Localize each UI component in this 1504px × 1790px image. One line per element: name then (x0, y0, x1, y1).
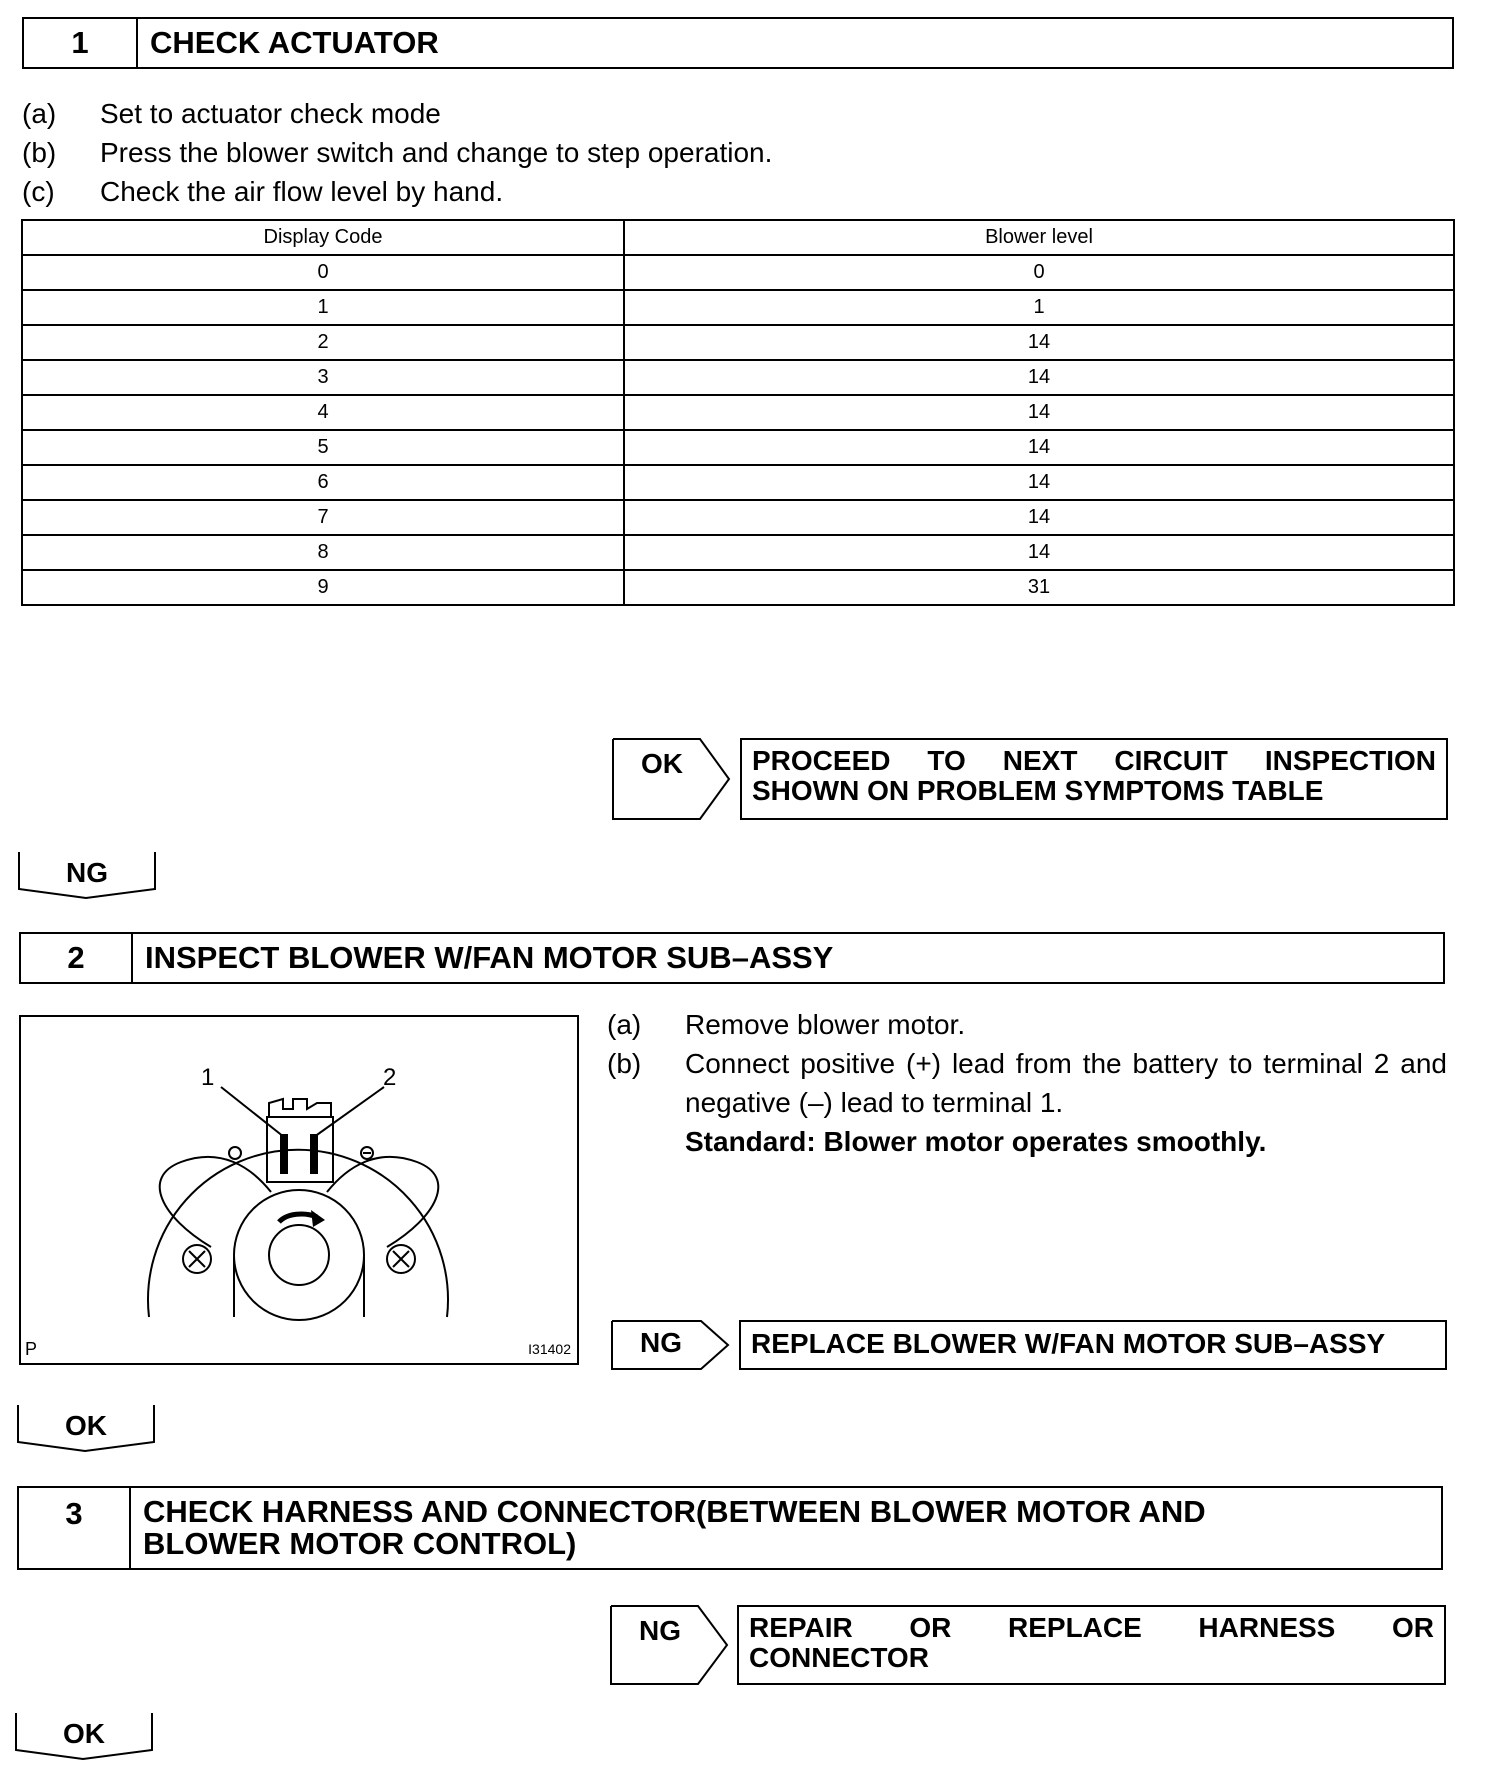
instruction-label: (a) (22, 98, 57, 129)
display-code-cell: 4 (22, 395, 624, 430)
table-row (22, 465, 1454, 500)
column-header-blower-level: Blower level (624, 220, 1454, 255)
instruction-item (22, 133, 1442, 172)
blower-level-cell: 0 (624, 255, 1454, 290)
instruction-text: Check the air flow level by hand. (100, 176, 504, 207)
instruction-item (607, 1005, 1447, 1044)
table-row (22, 290, 1454, 325)
ng-arrow (611, 1320, 731, 1370)
display-code-cell: 7 (22, 500, 624, 535)
table-row (22, 500, 1454, 535)
ng-arrow-label: NG (640, 1327, 682, 1358)
ok-result-line-1: PROCEED TO NEXT CIRCUIT INSPECTION (752, 745, 1436, 776)
display-code-cell: 8 (22, 535, 624, 570)
display-code-cell: 6 (22, 465, 624, 500)
instruction-label: (a) (607, 1009, 642, 1040)
table-header-row (22, 220, 1454, 255)
ng-tag (18, 851, 156, 899)
instruction-text: Remove blower motor. (685, 1009, 966, 1040)
blower-level-cell: 14 (624, 500, 1454, 535)
step-title-line-1: CHECK HARNESS AND CONNECTOR(BETWEEN BLOWER MOTOR AND (143, 1494, 1206, 1529)
ok-result-line-2: SHOWN ON PROBLEM SYMPTOMS TABLE (752, 775, 1324, 806)
instruction-label: (b) (22, 137, 57, 168)
instruction-text: Connect positive (+) lead from the battery to terminal 2 and negative (–) lead to terminal 1. (685, 1048, 1447, 1118)
ng-result-line-1: REPAIR OR REPLACE HARNESS OR (749, 1612, 1434, 1643)
ok-tag-label: OK (65, 1410, 107, 1441)
instruction-text: Set to actuator check mode (100, 98, 441, 129)
display-code-cell: 1 (22, 290, 624, 325)
ok-result-box (740, 738, 1448, 820)
blower-motor-diagram-icon (21, 1017, 577, 1363)
blower-level-cell: 14 (624, 325, 1454, 360)
step-title: INSPECT BLOWER W/FAN MOTOR SUB–ASSY (145, 940, 834, 975)
blower-motor-figure (19, 1015, 579, 1365)
ok-tag (17, 1404, 155, 1452)
ng-result-box (737, 1605, 1446, 1685)
blower-level-cell: 14 (624, 360, 1454, 395)
display-code-cell: 3 (22, 360, 624, 395)
table-row (22, 570, 1454, 605)
instruction-item (607, 1122, 1447, 1161)
step-1-instructions (22, 94, 1442, 211)
display-code-cell: 9 (22, 570, 624, 605)
ng-result-box (739, 1320, 1447, 1370)
table-row (22, 535, 1454, 570)
blower-level-cell: 1 (624, 290, 1454, 325)
table-row (22, 360, 1454, 395)
ok-arrow (612, 738, 732, 820)
table-row (22, 325, 1454, 360)
display-code-cell: 2 (22, 325, 624, 360)
ng-result-line-2: CONNECTOR (749, 1642, 929, 1673)
step-number: 3 (19, 1488, 131, 1568)
table-row (22, 395, 1454, 430)
ng-tag-label: NG (66, 857, 108, 888)
step-3-header (17, 1486, 1443, 1570)
step-2-header (19, 932, 1445, 984)
terminal-1-label: 1 (201, 1064, 215, 1091)
figure-corner-label: P (25, 1339, 38, 1359)
table-row (22, 430, 1454, 465)
instruction-item (22, 172, 1442, 211)
display-code-cell: 5 (22, 430, 624, 465)
blower-level-cell: 14 (624, 395, 1454, 430)
instruction-label: (b) (607, 1048, 642, 1079)
blower-level-cell: 14 (624, 465, 1454, 500)
ok-tag (15, 1712, 153, 1760)
display-code-table (21, 219, 1455, 606)
ok-arrow-label: OK (641, 748, 683, 779)
step-1-header (22, 17, 1454, 69)
step-number: 2 (21, 934, 133, 982)
step-title (131, 1488, 1206, 1568)
ng-result-text: REPLACE BLOWER W/FAN MOTOR SUB–ASSY (751, 1328, 1386, 1359)
ng-arrow (610, 1605, 730, 1685)
ng-arrow-label: NG (639, 1615, 681, 1646)
terminal-2-label: 2 (383, 1064, 397, 1091)
figure-id: I31402 (528, 1341, 571, 1357)
blower-level-cell: 31 (624, 570, 1454, 605)
ok-tag-label: OK (63, 1718, 105, 1749)
blower-level-cell: 14 (624, 430, 1454, 465)
table-row (22, 255, 1454, 290)
step-2-instructions (607, 1005, 1447, 1161)
instruction-item (22, 94, 1442, 133)
instruction-label: (c) (22, 176, 55, 207)
step-number: 1 (24, 19, 138, 67)
display-code-cell: 0 (22, 255, 624, 290)
instruction-item (607, 1044, 1447, 1122)
step-title: CHECK ACTUATOR (150, 25, 439, 60)
blower-level-cell: 14 (624, 535, 1454, 570)
instruction-text: Press the blower switch and change to step operation. (100, 137, 773, 168)
step-title-line-2: BLOWER MOTOR CONTROL) (143, 1526, 577, 1561)
standard-text: Standard: Blower motor operates smoothly. (685, 1126, 1267, 1157)
column-header-display-code: Display Code (22, 220, 624, 255)
